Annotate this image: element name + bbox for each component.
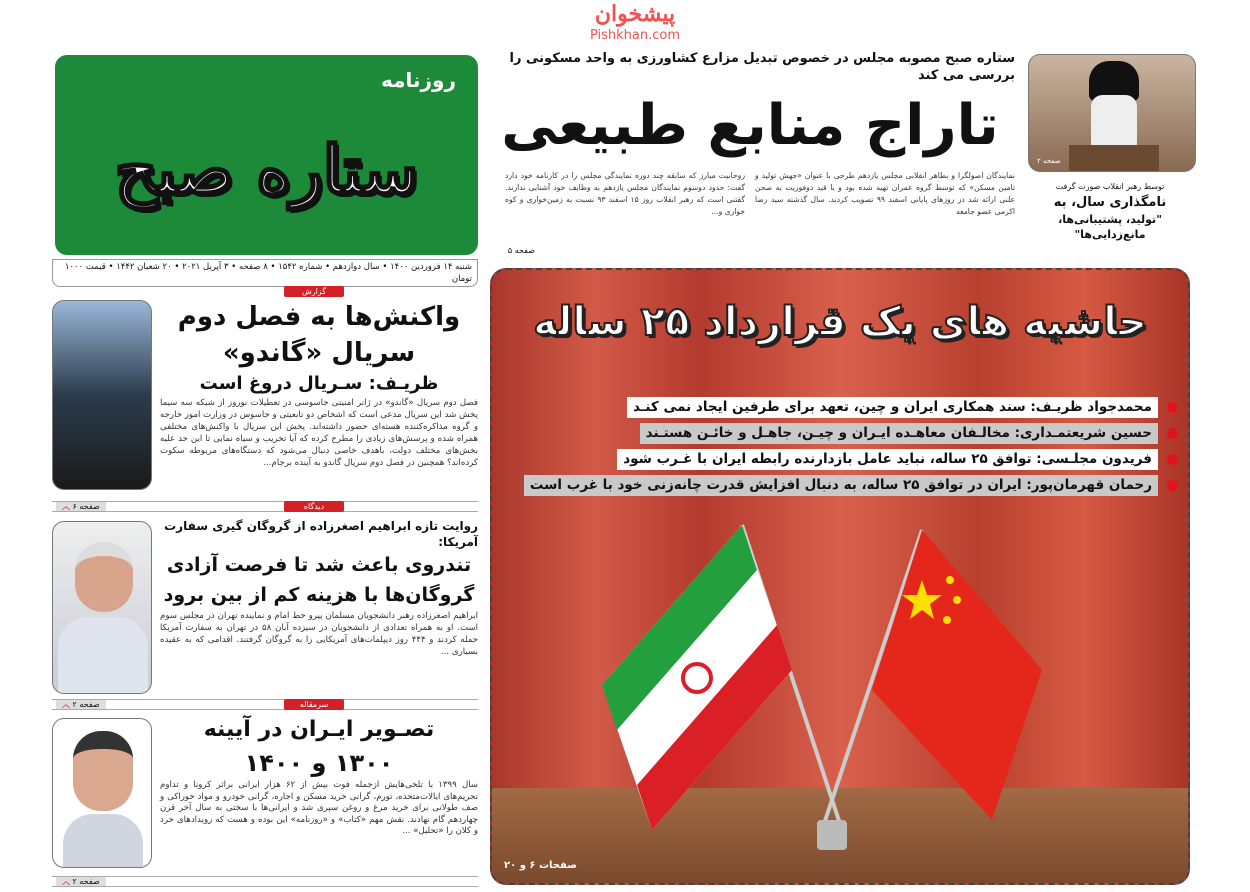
- leader-title2: "تولید، پشتیبانی‌ها، مانع‌زدایی‌ها": [1058, 213, 1162, 241]
- masthead-logo: [55, 55, 478, 255]
- watermark: [560, 0, 710, 44]
- feature-bullet: حسین شریعتمـداری: مخالـفان معاهـده ایـران و چیـن، جاهـل و خائـن هستـند: [640, 423, 1158, 444]
- main-feature-title: حاشیه های یک قرارداد ۲۵ ساله: [533, 299, 1147, 345]
- asgharzadeh-photo: [52, 521, 152, 694]
- leader-photo-caption: صفحه ۲: [1037, 157, 1061, 165]
- story2: [160, 518, 478, 658]
- top-story-col2: روحانیت مبارز که سابقه چند دوره نمایندگی مجلس را در کارنامه خود دارد گفت: حدود دوسوم نمایندگان مجلس یازدهم به وظایف خود آشنایی ندارند. گفتنی است که رهبر انقلاب روز ۱۵ اسفند ۹۳ نسبت به زمین‌خواری و کوه خواری و...: [505, 171, 745, 216]
- top-story-page[interactable]: صفحه ۵: [507, 246, 535, 255]
- editorial-author-photo: [52, 718, 152, 868]
- dateline: شنبه ۱۴ فروردین ۱۴۰۰ • سال دوازدهم • شماره ۱۵۴۲ • ۸ صفحه • ۳ آپریل ۲۰۲۱ • ۲۰ شعبان ۱۴۴۲ • قیمت ۱۰۰۰ تومان: [52, 259, 478, 287]
- main-feature: [490, 268, 1190, 885]
- masthead-prefix: روزنامه: [381, 68, 456, 92]
- story2-page-link[interactable]: ︿ صفحه ۲: [52, 699, 478, 710]
- story3: [160, 714, 478, 838]
- story2-headline2: گروگان‌ها با هزینه کم از بین برود: [163, 584, 475, 606]
- watermark-en: Pishkhan.com: [589, 28, 681, 43]
- section-tag: گزارش: [284, 286, 344, 297]
- story2-body: ابراهیم اصغرزاده رهبر دانشجویان مسلمان پیرو خط امام و نماینده تهران در مجلس سوم است. او به همراه تعدادی از دانشجویان در سیزده آبان ۵۸ در تهران به سفارت آمریکا حمله کردند و ۴۴۴ روز دیپلمات‌های آمریکایی را به گروگان گرفتند. اقدامی که به عقیده بسیاری ...: [160, 611, 479, 657]
- feature-bullet: محمدجواد ظریـف: سند همکاری ایران و چین، تعهد برای طرفین ایجاد نمی کنـد: [627, 397, 1158, 418]
- story3-headline1: تصـویر ایـران در آیینه: [203, 717, 435, 742]
- feature-bullet: فریدون مجلـسی: توافق ۲۵ ساله، نباید عامل بازدارنده رابطه ایران با غـرب شود: [617, 449, 1158, 470]
- story3-page: صفحه ۲: [72, 877, 100, 886]
- story1-headline2: سریال «گاندو»: [222, 338, 416, 368]
- top-story-kicker: ستاره صبح مصوبه مجلس در خصوص تبدیل مزارع کشاورزی به واحد مسکونی را بررسی می کند: [509, 51, 1015, 83]
- iran-china-flags: [592, 520, 1052, 860]
- story2-headline1: تندروی باعث شد تا فرصت آزادی: [166, 554, 472, 576]
- section-tag: سرمقاله: [284, 699, 344, 710]
- story1-page: صفحه ۶: [72, 502, 100, 511]
- masthead-name: ستاره صبح: [114, 131, 419, 209]
- china-flag-icon: [822, 530, 1042, 830]
- leader-box: [1025, 180, 1195, 242]
- story2-page: صفحه ۲: [72, 700, 100, 709]
- watermark-fa: پیشخوان: [594, 1, 676, 27]
- story3-body: سال ۱۳۹۹ با تلخی‌هایش ازجمله فوت بیش از ۶۲ هزار ایرانی براثر کرونا و تداوم تحریم‌های ایالات‌متحده، تورم، گرانی خرید مسکن و اجاره، گرانی خودرو و مواد خوراکی و صف طولانی برای خرید مرغ و روغن سپری شد و ایرانی‌ها با سختی به سال آخر قرن چهاردهم گام نهادند. نقش مهم «کتاب» و «روزنامه» این بوده و هست که رویدادهای خرد و کلان را «تحلیل» ...: [160, 780, 479, 836]
- story1-body: فصل دوم سریال «گاندو» در ژانر امنیتی جاسوسی در تعطیلات نوروز از شبکه سه سیما پخش شد این سریال مدعی است که اشخاص دو تابعیتی و جاسوس در وزارت امور خارجه و گروه مذاکره‌کننده هسته‌ای حضور داشته‌اند. پخش این سریال با واکنش‌های مختلفی همراه شده و پرسش‌های زیادی را مطرح کرده که آیا تخریب و سیاه نمایی تا این حد علیه بخش‌های مختلف دولت، باهدف خاصی دنبال می‌شود که دستگاه‌های مربوطه سکوت کرده‌اند؟ همچنین در فصل دوم سریال گاندو به آینده برجام...: [160, 398, 478, 468]
- leader-photo: [1028, 54, 1196, 172]
- story1: [160, 299, 478, 469]
- feature-bullet: رحمان قهرمان‌پور: ایران در توافق ۲۵ ساله، به دنبال افزایش قدرت چانه‌زنی خود با غرب است: [524, 475, 1158, 496]
- leader-kicker: توسط رهبر انقلاب صورت گرفت: [1055, 182, 1165, 191]
- top-story-col1: نمایندگان اصولگرا و بطاهر انقلابی مجلس یازدهم طرحی با عنوان «جهش تولید و تامین مسکن» که توسط گروه عمران تهیه شده بود و با قید دوفوریت به صحن علنی ارائه شد در روزهای پایانی اسفند ۹۹ تصویب کردند. سال گذشته سید رضا اکرمی عضو جامعه: [755, 171, 1016, 216]
- story1-page-link[interactable]: ︿ صفحه ۶: [52, 501, 478, 512]
- section-tag: دیدگاه: [284, 501, 344, 512]
- iran-flag-icon: [602, 525, 842, 830]
- story3-headline2: ۱۳۰۰ و ۱۴۰۰: [244, 749, 394, 777]
- main-feature-pages[interactable]: صفحات ۶ و ۲۰: [504, 860, 577, 871]
- top-story-headline: تاراج منابع طبیعی: [501, 93, 999, 158]
- story1-subhead: ظریـف: سـریال دروغ است: [199, 373, 439, 394]
- gando-poster: [52, 300, 152, 490]
- leader-title1: نامگذاری سال، به: [1053, 195, 1167, 210]
- story2-kicker: روایت تازه ابراهیم اصغرزاده از گروگان گیری سفارت آمریکا:: [164, 519, 478, 549]
- story3-page-link[interactable]: ︿ صفحه ۲: [52, 876, 478, 887]
- story1-headline1: واکنش‌ها به فصل دوم: [177, 302, 461, 332]
